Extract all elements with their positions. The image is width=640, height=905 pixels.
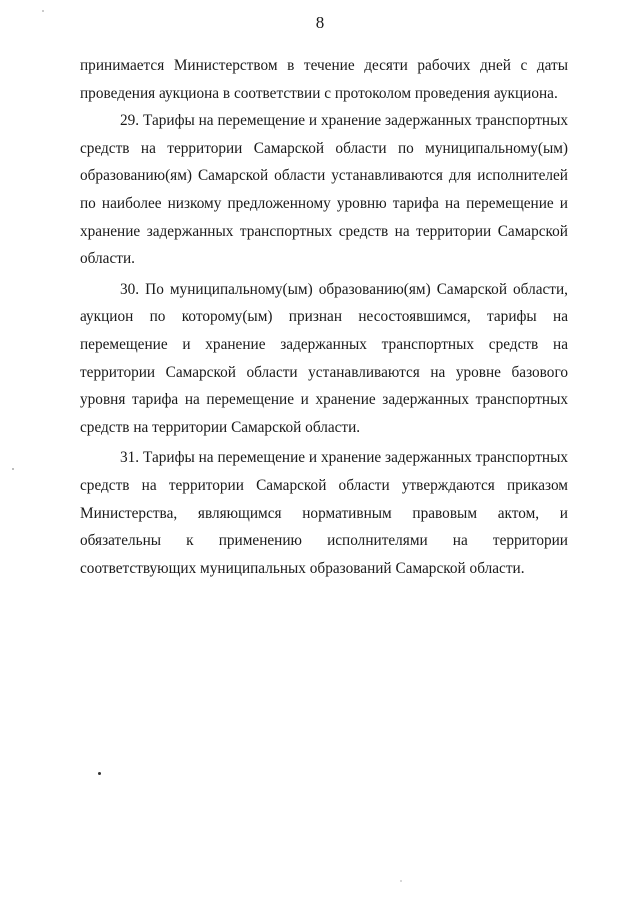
scan-speck — [12, 468, 14, 470]
scan-speck — [98, 772, 101, 775]
paragraph-continuation: принимается Министерством в течение десяти рабочих дней с даты проведения аукциона в соответствии с протоколом проведения аукциона. — [80, 57, 568, 102]
paragraph-31: 31. Тарифы на перемещение и хранение задержанных транспортных средств на территории Самарской области утверждаются приказом Министерства, являющимся нормативным правовым актом, и обязательны к применению исполнителями на территории соответствующих муниципальных образований Самарской области. — [80, 449, 568, 577]
paragraph-29: 29. Тарифы на перемещение и хранение задержанных транспортных средств на территории Самарской области по муниципальному(ым) образованию(ям) Самарской области устанавливаются для исполнителей по наиболее низкому предложенному уровню тарифа на перемещение и хранение задержанных транспортных средств на территории Самарской области. — [80, 112, 568, 268]
page-number: 8 — [315, 13, 325, 32]
scan-speck — [400, 880, 402, 882]
paragraph-30: 30. По муниципальному(ым) образованию(ям) Самарской области, аукцион по которому(ым) признан несостоявшимся, тарифы на перемещение и хранение задержанных транспортных средств на территории Самарской области устанавливаются на уровне базового уровня тарифа на перемещение и хранение задержанных транспортных средств на территории Самарской области. — [80, 280, 568, 436]
document-body — [80, 52, 568, 582]
scan-speck — [42, 10, 44, 12]
